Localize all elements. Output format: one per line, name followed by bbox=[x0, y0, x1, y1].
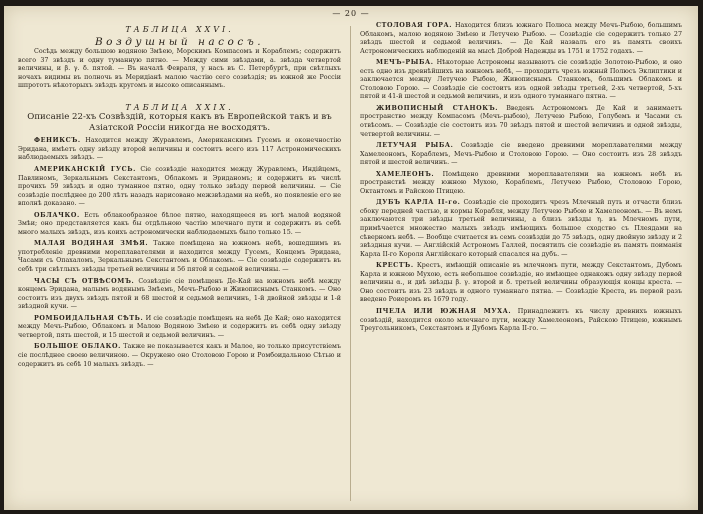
entry-american-goose bbox=[18, 166, 341, 209]
entry-text: Находится близъ южнаго Полюса между Мечъ-Рыбою, большимъ Облакомъ, малою водяною Змѣею и Летучею Рыбою. — Созвѣздіе сіе содержитъ только 27 звѣздъ шестой и седьмой величинъ. — Де Кай назвалъ его въ память своихъ Астрономическихъ наблюденій на мысѣ Доброй Надежды въ 1751 и 1752 годахъ. — bbox=[360, 22, 682, 55]
entry-text: Также не показывается какъ и Малое, но только присутствіемъ сіе послѣднее своею величиною. — Окружено оно Столовою Горою и Ромбоидальною Сѣтью и содержитъ въ себѣ 10 малыхъ звѣздъ. — bbox=[18, 343, 341, 368]
entry-term: МАЛАЯ ВОДЯНАЯ ЗМѢЯ. bbox=[34, 240, 149, 248]
entry-term: ЛЕТУЧАЯ РЫБА. bbox=[376, 142, 454, 150]
entry-term: ХАМЕЛЕОНЪ. bbox=[376, 170, 435, 178]
entry-term: КРЕСТЪ. bbox=[376, 262, 414, 270]
table-xxvi-label: ТАБЛИЦА XXVI. bbox=[125, 25, 234, 34]
entry-term: АМЕРИКАНСКІЙ ГУСЬ. bbox=[34, 166, 136, 174]
entry-charles-oak bbox=[360, 199, 682, 259]
entry-text: Есть облакообразное бѣлое пятно, находящееся въ югѣ малой водяной Змѣи; оно представляется какъ бы отдѣльною частію млечнаго пути и содержитъ въ себѣ много малыхъ звѣздъ, изъ коихъ астрономически наблюдаемыхъ было только 15. — bbox=[18, 211, 341, 236]
entry-term: БОЛЬШОЕ ОБЛАКО. bbox=[34, 343, 121, 351]
entry-term: ПЧЕЛА ИЛИ ЮЖНАЯ МУХА. bbox=[376, 307, 512, 315]
entry-large-cloud bbox=[18, 343, 341, 369]
entry-flying-fish bbox=[360, 142, 682, 168]
page-number: — 20 — bbox=[332, 9, 370, 18]
column-divider bbox=[350, 26, 351, 501]
entry-clock bbox=[18, 278, 341, 312]
entry-southern-fly bbox=[360, 308, 682, 334]
table-xxix-heading: Описаніе 22-хъ Созвѣздій, которыя какъ въ Европейской такъ и въ Азіатской Россіи никогда не восходятъ. bbox=[27, 112, 332, 134]
entry-term: ДУБЪ КАРЛА II-го. bbox=[376, 199, 461, 207]
entry-text: Находится между Журавлемъ, Американскимъ Гусемъ и оконечностію Эридана, имѣетъ одну звѣзду второй величины и состоитъ всего изъ 117 Астрономическихъ наблюдаемыхъ звѣздъ. — bbox=[18, 137, 341, 162]
entry-text: Сіе созвѣздіе находится между Журавлемъ, Индійцемъ, Павлиномъ, Зеркальнымъ Секстантомъ, Облакомъ и Эриданомъ; и содержитъ въ числѣ прочихъ 59 звѣздъ и одно туманное пятно, одну только звѣзду первой величины. — Сіе созвѣздіе послѣднее до 200 лѣтъ назадъ нарисовано межзвѣздами на небѣ, но появленіе его не вполнѣ доказано. — bbox=[18, 166, 342, 208]
entry-term: ЧАСЫ СЪ ОТВѢСОМЪ. bbox=[34, 277, 135, 285]
entry-phoenix bbox=[18, 137, 341, 163]
entry-little-water-snake bbox=[18, 240, 341, 274]
left-column bbox=[18, 22, 341, 372]
table-xxix-label: ТАБЛИЦА XXIX. bbox=[125, 102, 234, 112]
book-page bbox=[4, 6, 698, 510]
entry-term: МЕЧЪ-РЫБА. bbox=[376, 59, 434, 67]
entry-term: РОМБОИДАЛЬНАЯ СѢТЬ. bbox=[34, 314, 144, 322]
entry-text: Также помѣщена на южномъ небѣ, вошедшимъ въ употребленіе древними мореплавателями и находится между Гусемъ, Концемъ Эридана, Часами съ Опахаломъ, Зеркальнымъ Секстантомъ и Облакомъ. — Сіе созвѣздіе содержитъ въ себѣ три свѣтлыхъ звѣзды третьей величины и 56 пятой и седьмой величины. — bbox=[18, 240, 341, 274]
table-xxvi-title: Воздушный насосъ. bbox=[94, 35, 265, 48]
air-pump-paragraph: Сосѣдь между большою водяною Змѣею, Морскимъ Компасомъ и Кораблемъ; содержитъ всего 37 звѣздъ и одну туманную пятно. — Между сими звѣздами, а. звѣзда четвертой величины, и β. γ. δ. пятой. — Въ началѣ Февраля, у насъ въ С. Петербургѣ, при свѣтлыхъ ночахъ видимы въ полночь въ Меридіанѣ малою частію сего созвѣздія; въ южной же Россіи шпрототъ нѣкоторыхъ звѣздъ кругомъ и высоко описаннымъ. bbox=[18, 48, 341, 90]
entry-table-mountain bbox=[360, 22, 682, 56]
entry-text: Принадлежитъ къ числу древнихъ южныхъ созвѣздій, находится около млечнаго пути, между Хамелеономъ, Райскою Птицею, южнымъ Треугольникомъ, Секстантомъ и Дубомъ Карла II-го. — bbox=[360, 307, 682, 333]
entry-text: Созвѣздіе сіе введено древними мореплавателями между Хамелеономъ, Кораблемъ, Мечъ-Рыбою и Столовою Горою. — Оно состоитъ изъ 28 звѣздъ пятой и шестой величинъ. — bbox=[360, 142, 682, 167]
entry-text: Помѣщено древними мореплавателями на южномъ небѣ въ пространствѣ между южною Мухою, Кораблемъ, Летучею Рыбою, Столовою Горою, Октантомъ и Райскою Птицею. bbox=[360, 170, 682, 195]
entry-text: Созвѣздіе сіе помѣщенъ Де-Кай на южномъ небѣ между концемъ Эридана, малымъ водянымъ Змѣемъ, Мечъ-Рыбою и Живописнымъ Станкомъ. — Оно состоитъ изъ двухъ звѣздъ пятой и 68 шестой и седьмой величинъ, 1-й двойной звѣзды и 1-й звѣздной кучи. — bbox=[18, 277, 341, 311]
entry-small-cloud bbox=[18, 212, 341, 238]
right-column bbox=[360, 22, 682, 337]
entry-text: Введенъ Астрономомъ Де Кай и занимаетъ пространство между Компасомъ (Мечъ-рыбою), Летучею Рыбою, Голубемъ и Часами съ отвѣсомъ. — Созвѣздіе сіе состоитъ изъ 70 звѣздъ пятой и шестой величинъ и одной звѣзды, четвертой величины. — bbox=[360, 104, 682, 138]
entry-term: ОБЛАЧКО. bbox=[34, 211, 80, 219]
entry-painters-easel bbox=[360, 105, 682, 139]
entry-swordfish bbox=[360, 59, 682, 102]
entry-chameleon bbox=[360, 171, 682, 197]
entry-text: Созвѣздіе сіе проходитъ чрезъ Млечный путь и отчасти близъ сбоку передней частью, и кормы Корабля, между Летучею Рыбою и Хамелеономъ. — Въ немъ заключаются три звѣзды третьей величины, а близъ звѣзды η. въ Млечномъ пути, примѣчается множество малыхъ звѣздъ имѣющихъ большое сходство съ Плеядами на сѣверномъ небѣ. — Вообще считается въ семъ созвѣздіи до 75 звѣздъ, одну двойную звѣзду и 2 звѣздныя кучи. — Англійскій Астрономъ Галлей, посвятилъ сіе созвѣздіе въ памятъ поиманія Карла II-го Короля Англійскаго который спасался на дубъ. — bbox=[360, 199, 682, 258]
entry-term: СТОЛОВАЯ ГОРА. bbox=[376, 22, 453, 29]
entry-term: ФЕНИКСЪ. bbox=[34, 137, 81, 145]
entry-cross bbox=[360, 262, 682, 305]
entry-term: ЖИВОПИСНЫЙ СТАНОКЪ. bbox=[376, 104, 499, 112]
entry-text: Крестъ, имѣющій описаніе въ млечномъ пути, между Секстантомъ, Дубомъ Карла и южною Мухою, есть небольшое созвѣздіе, но имѣющее однакожъ одну звѣзду первой величины α., и двѣ звѣзды β. γ. второй и δ. третьей величины образующія концы креста. — Оно состоитъ изъ 23 звѣздъ и одного туманнаго пятна. — Созвѣздіе Креста, въ первой разъ введено Роиеромъ въ 1679 году. bbox=[360, 262, 682, 304]
entry-text: Нѣкоторые Астрономы называютъ сіе созвѣздіе Золотою-Рыбою, и оно есть одно изъ древнѣйшихъ на южномъ небѣ, — проходитъ чрезъ южный Полюсъ Эклиптики и заключается между Летучею Рыбою, Живописнымъ Станкомъ, большимъ Облакомъ и Столовою Горою. — Созвѣздіе сіе состоитъ изъ одной звѣзды третьей, 2-хъ четвертой, 5-хъ пятой и 41-й шестой и седьмой величинъ, и изъ одного туманнаго пятна. — bbox=[360, 59, 682, 101]
entry-reticulum bbox=[18, 315, 341, 341]
entry-text: И сіе созвѣздіе помѣщенъ на небѣ Де Кай; оно находится между Мечъ-Рыбою, Облакомъ и Малою Водяною Змѣею и содержитъ въ себѣ одну звѣзду четвертой, пять шестой, и 15 шестой и седьмой величинъ. — bbox=[18, 314, 341, 339]
